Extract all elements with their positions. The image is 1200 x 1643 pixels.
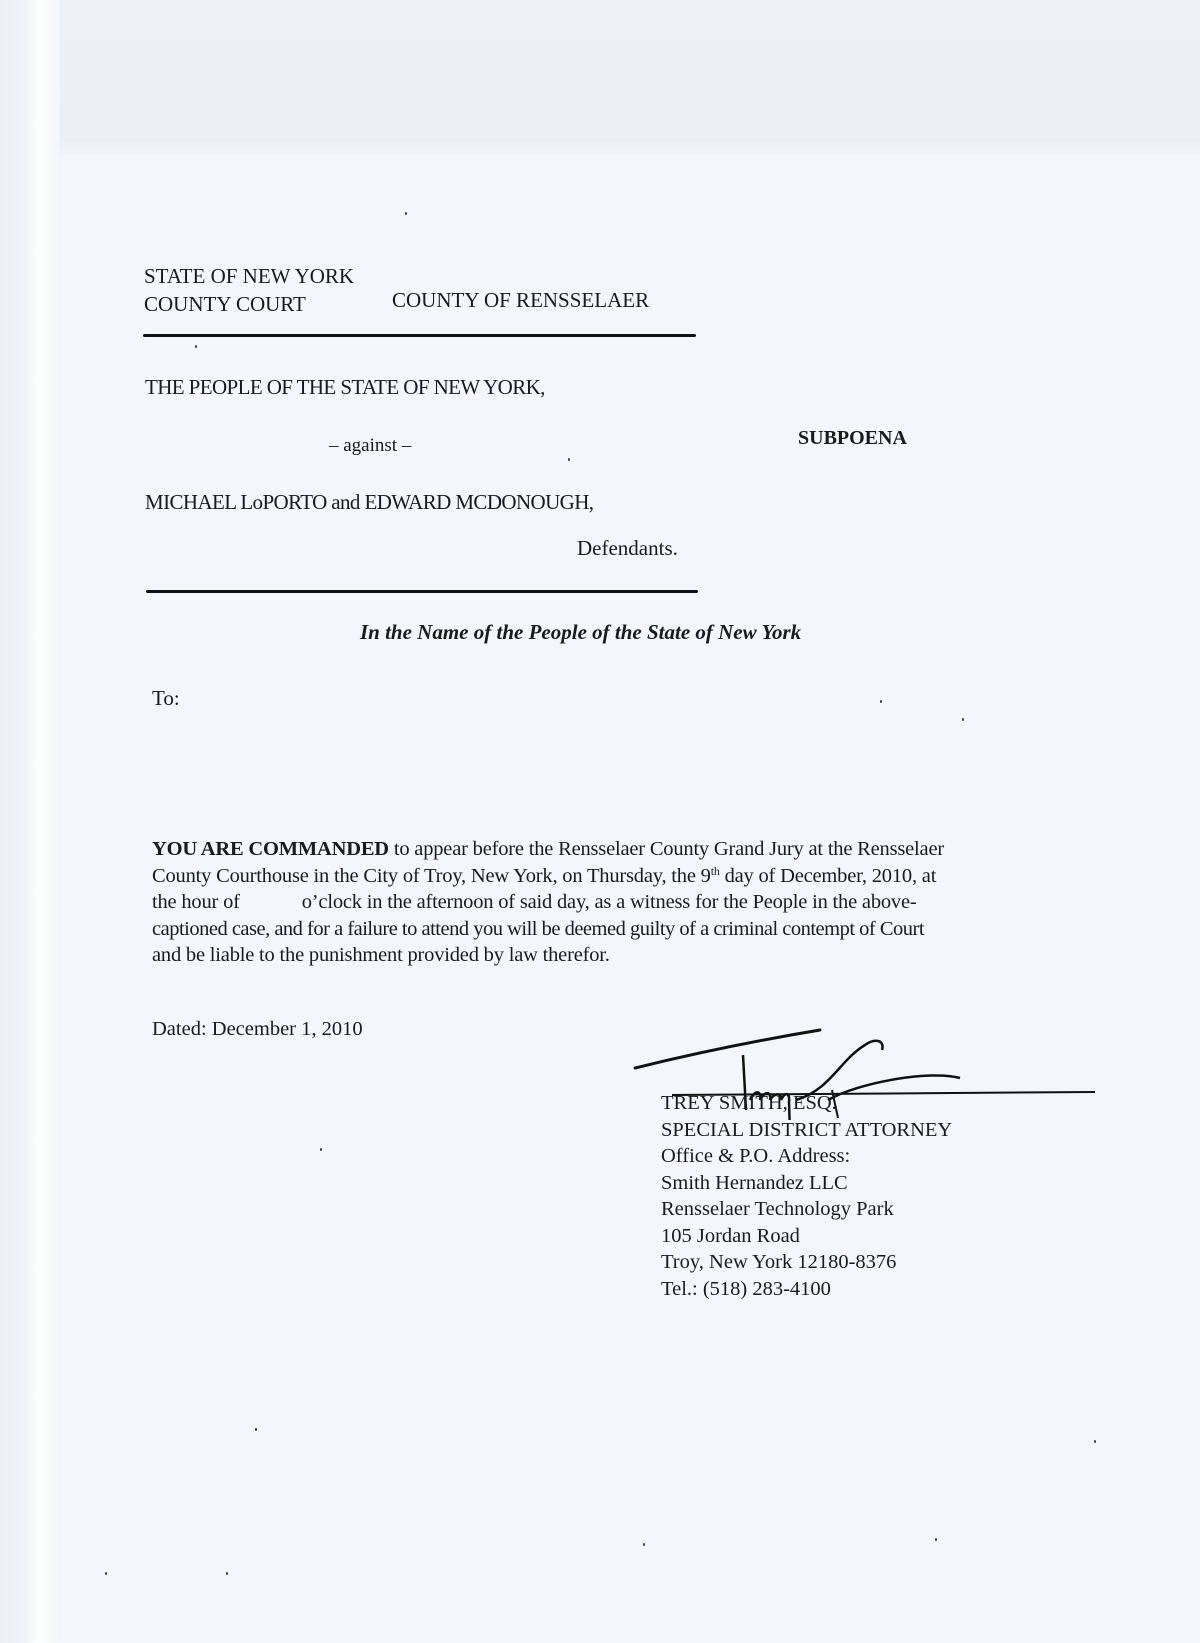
address-label: Office & P.O. Address: [661, 1145, 851, 1167]
command-line-3: the hour of o’clock in the afternoon of said day, as a witness for the People in the above- [152, 891, 917, 913]
scan-speck [568, 458, 570, 461]
caption-county: COUNTY OF RENSSELAER [392, 288, 650, 312]
command-lead: YOU ARE COMMANDED [152, 838, 389, 860]
defendants-names: MICHAEL LoPORTO and EDWARD MCDONOUGH, [145, 490, 594, 514]
addressee-label: To: [152, 686, 180, 710]
address-city: Troy, New York 12180-8376 [661, 1251, 897, 1273]
scan-speck [105, 1572, 107, 1575]
caption-rule-top [143, 334, 696, 337]
scan-speck [226, 1572, 228, 1575]
scan-speck [880, 700, 882, 703]
scan-speck [255, 1428, 257, 1431]
phone: Tel.: (518) 283-4100 [661, 1277, 831, 1300]
command-line-5: and be liable to the punishment provided by law therefor. [152, 944, 610, 966]
document-title: SUBPOENA [798, 427, 907, 449]
invocation: In the Name of the People of the State of New York [360, 620, 802, 644]
plaintiff: THE PEOPLE OF THE STATE OF NEW YORK, [145, 375, 545, 399]
caption-rule-bottom [146, 590, 698, 593]
command-line-2: County Courthouse in the City of Troy, New York, on Thursday, the 9th day of December, 2010, at [152, 863, 937, 887]
scan-speck [935, 1538, 937, 1541]
address-park: Rensselaer Technology Park [661, 1198, 894, 1220]
command-line-4: captioned case, and for a failure to attend you will be deemed guilty of a criminal contempt of Court [152, 917, 925, 940]
scan-speck [1094, 1440, 1096, 1443]
caption-court: COUNTY COURT [144, 292, 306, 316]
signatory-name: TREY SMITH, ESQ. [661, 1092, 837, 1114]
scan-speck [962, 718, 964, 721]
signature-block [661, 1090, 952, 1302]
scan-speck [320, 1148, 322, 1151]
caption-state: STATE OF NEW YORK [144, 264, 355, 288]
signatory-title: SPECIAL DISTRICT ATTORNEY [661, 1118, 953, 1141]
against-label: – against – [329, 435, 412, 456]
scan-speck [643, 1543, 645, 1546]
defendants-label: Defendants. [577, 536, 678, 560]
scan-speck [405, 212, 407, 215]
scan-speck [195, 345, 197, 348]
command-paragraph [152, 836, 1097, 969]
dated: Dated: December 1, 2010 [152, 1018, 363, 1040]
firm-name: Smith Hernandez LLC [661, 1171, 848, 1194]
command-line-1: YOU ARE COMMANDED to appear before the Rensselaer County Grand Jury at the Rensselaer [152, 838, 944, 860]
address-street: 105 Jordan Road [661, 1224, 800, 1247]
